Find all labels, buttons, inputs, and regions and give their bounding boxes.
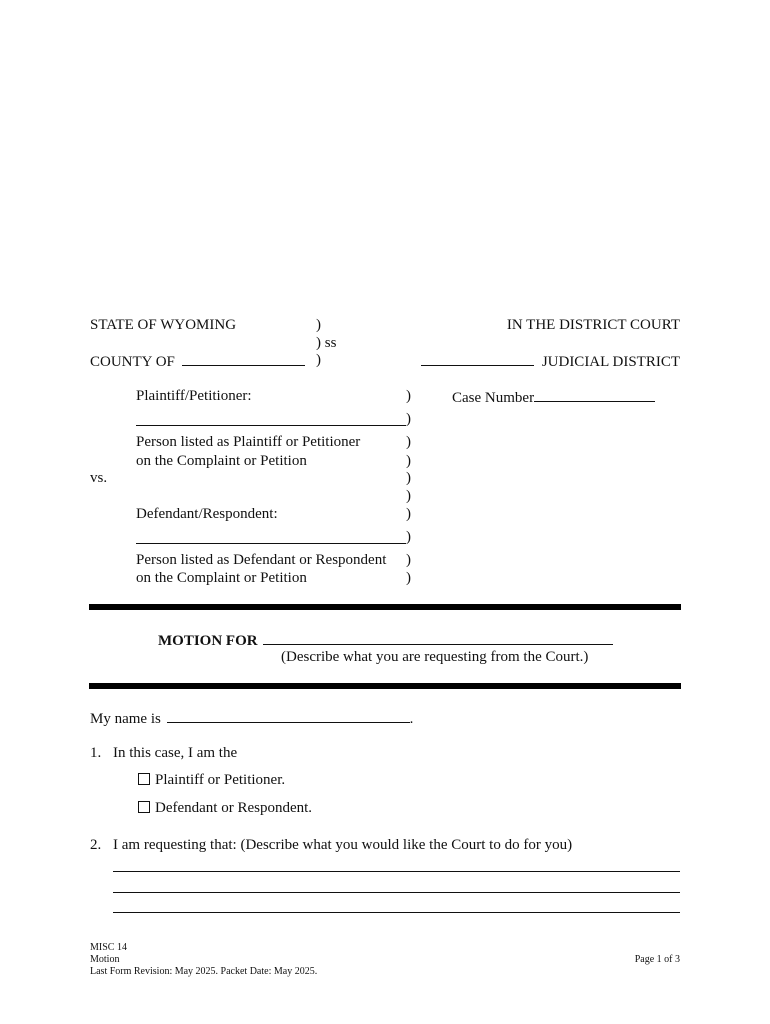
option-plaintiff[interactable] <box>138 771 285 789</box>
judicial-district-line <box>421 351 680 371</box>
name-line <box>90 708 413 728</box>
footer-form-id: MISC 14 <box>90 942 127 953</box>
vs-label: vs. <box>90 470 108 486</box>
caption-paren: ) <box>316 352 321 368</box>
court-label: IN THE DISTRICT COURT <box>506 317 680 333</box>
name-blank[interactable] <box>167 708 410 723</box>
request-line[interactable] <box>113 892 680 893</box>
caption-paren: ) <box>316 317 321 333</box>
name-period: . <box>409 711 414 727</box>
motion-title <box>158 630 613 650</box>
item-2-text: I am requesting that: (Describe what you would like the Court to do for you) <box>113 837 573 853</box>
case-number-label: Case Number <box>452 390 535 406</box>
request-line[interactable] <box>113 912 680 913</box>
footer-page-number: Page 1 of 3 <box>634 954 680 965</box>
option-plaintiff-label: Plaintiff or Petitioner. <box>155 772 286 788</box>
state-label: STATE OF WYOMING <box>90 317 237 333</box>
item-1-text: In this case, I am the <box>113 745 238 761</box>
item-2-number: 2. <box>90 837 102 853</box>
plaintiff-note-1: Person listed as Plaintiff or Petitioner <box>136 434 361 450</box>
footer-revision: Last Form Revision: May 2025. Packet Date: May 2025. <box>90 966 318 977</box>
defendant-name-line[interactable] <box>136 543 406 544</box>
caption-paren: ) <box>406 506 411 522</box>
case-number-blank[interactable] <box>534 387 655 402</box>
caption-paren: ) <box>406 552 411 568</box>
option-defendant[interactable] <box>138 799 312 817</box>
footer-form-name: Motion <box>90 954 120 965</box>
county-label: COUNTY OF <box>90 354 175 370</box>
caption-paren: ) <box>406 488 411 504</box>
judicial-district-label: JUDICIAL DISTRICT <box>541 354 680 370</box>
caption-paren: ) <box>406 570 411 586</box>
checkbox-plaintiff[interactable] <box>138 773 150 785</box>
defendant-note-2: on the Complaint or Petition <box>136 570 307 586</box>
option-defendant-label: Defendant or Respondent. <box>155 800 313 816</box>
judicial-district-blank[interactable] <box>421 351 534 366</box>
my-name-label: My name is <box>90 711 161 727</box>
case-number-line <box>452 387 655 407</box>
county-line <box>90 351 305 371</box>
plaintiff-label: Plaintiff/Petitioner: <box>136 388 252 404</box>
request-line[interactable] <box>113 871 680 872</box>
motion-for-label: MOTION FOR <box>158 633 258 649</box>
caption-paren: ) <box>406 434 411 450</box>
caption-paren: ) <box>406 388 411 404</box>
motion-instruction: (Describe what you are requesting from the Court.) <box>281 649 589 665</box>
ss-label: ) ss <box>316 335 337 351</box>
plaintiff-name-line[interactable] <box>136 425 406 426</box>
caption-paren: ) <box>406 453 411 469</box>
county-blank[interactable] <box>182 351 305 366</box>
item-1-number: 1. <box>90 745 102 761</box>
divider-top <box>89 604 681 610</box>
caption-paren: ) <box>406 411 411 427</box>
checkbox-defendant[interactable] <box>138 801 150 813</box>
defendant-note-1: Person listed as Defendant or Respondent <box>136 552 387 568</box>
motion-subject-blank[interactable] <box>263 630 613 645</box>
caption-paren: ) <box>406 529 411 545</box>
defendant-label: Defendant/Respondent: <box>136 506 278 522</box>
caption-paren: ) <box>406 470 411 486</box>
divider-bottom <box>89 683 681 689</box>
plaintiff-note-2: on the Complaint or Petition <box>136 453 307 469</box>
